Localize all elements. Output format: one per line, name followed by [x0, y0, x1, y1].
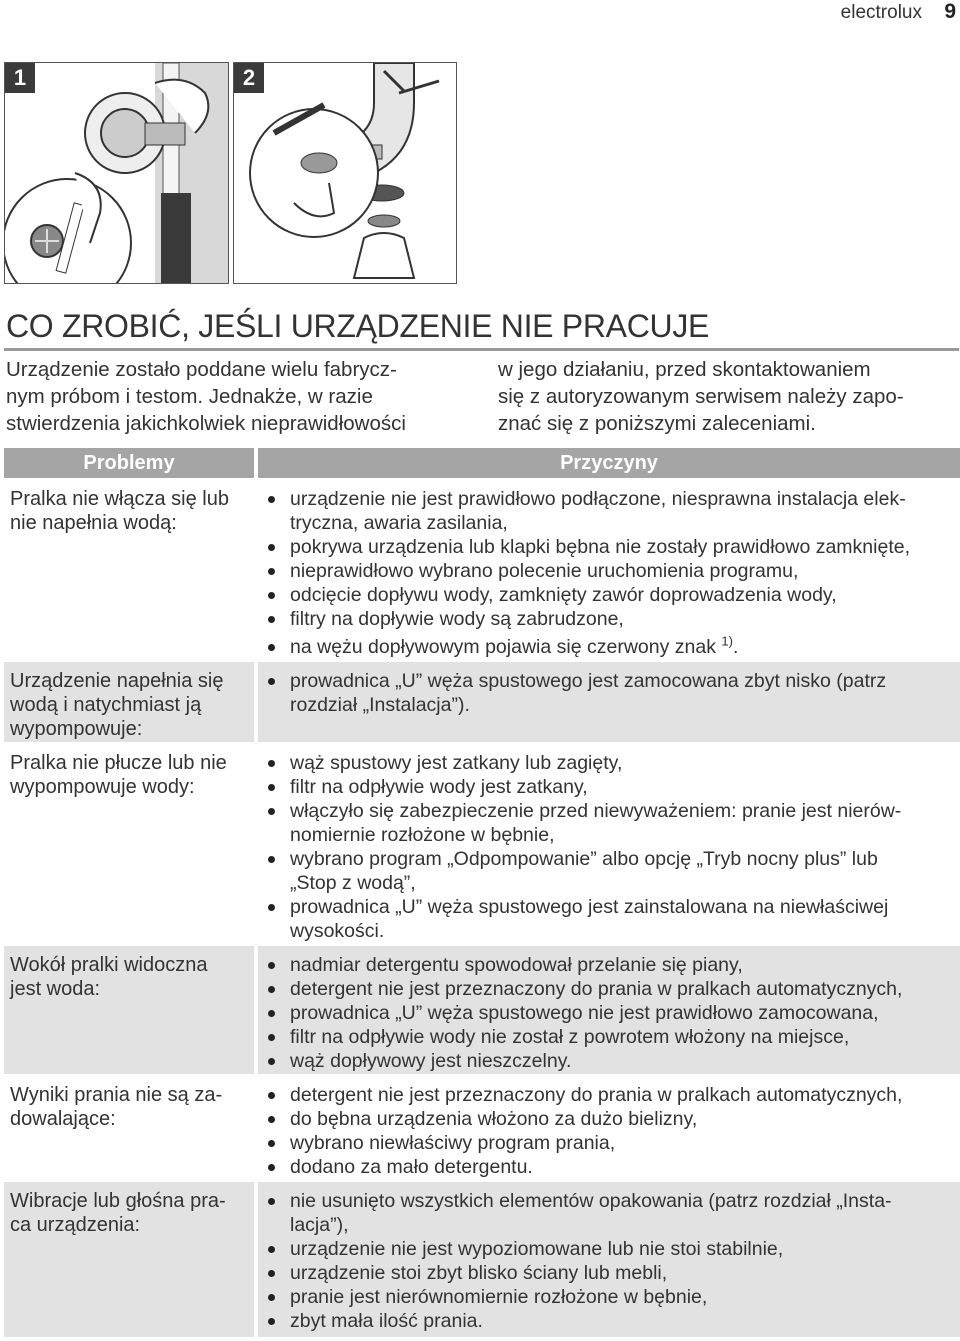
problem-text: wypompowuje wody:: [10, 776, 195, 798]
causes-cell: [258, 1182, 960, 1337]
list-item: wybrano niewłaściwy program prania,: [266, 1131, 956, 1155]
problem-cell: [4, 946, 254, 1074]
list-item: włączyło się zabezpieczenie przed niewyważeniem: pranie jest nierów- nomiernie rozłożone w bębnie,: [266, 799, 956, 847]
causes-cell: [258, 744, 960, 944]
table-row: [4, 1182, 960, 1337]
list-item: prowadnica „U” węża spustowego jest zamocowana zbyt nisko (patrz rozdział „Instalacja”).: [266, 669, 956, 717]
list-item: urządzenie stoi zbyt blisko ściany lub mebli,: [266, 1261, 956, 1285]
list-item: prowadnica „U” węża spustowego jest zainstalowana na niewłaściwej wysokości.: [266, 895, 956, 943]
illustration-tap-filter-cleaning: [234, 63, 456, 283]
intro-line: nym próbom i testom. Jednakże, w razie: [6, 385, 373, 408]
list-item: filtr na odpływie wody nie został z powrotem włożony na miejsce,: [266, 1025, 956, 1049]
problem-text: Pralka nie płucze lub nie: [10, 752, 227, 774]
intro-text-right: [498, 356, 958, 437]
problem-text: nie napełnia wodą:: [10, 512, 177, 534]
column-header-problems: Problemy: [4, 448, 254, 478]
figure-number-badge: 2: [234, 63, 264, 93]
figure-number-badge: 1: [5, 63, 35, 93]
intro-line: Urządzenie zostało poddane wielu fabrycz-: [6, 358, 397, 381]
list-item: dodano za mało detergentu.: [266, 1155, 956, 1179]
figure-1: [4, 62, 229, 284]
page-number: 9: [944, 0, 956, 23]
list-item: nadmiar detergentu spowodował przelanie się piany,: [266, 953, 956, 977]
intro-text-left: [6, 356, 476, 437]
table-row: [4, 744, 960, 944]
problem-text: wodą i natychmiast ją: [10, 694, 202, 716]
problem-text: Urządzenie napełnia się: [10, 670, 224, 692]
causes-cell: [258, 1076, 960, 1182]
table-row: [4, 946, 960, 1074]
column-header-causes: Przyczyny: [258, 448, 960, 478]
list-item: do bębna urządzenia włożono za dużo bielizny,: [266, 1107, 956, 1131]
list-item: detergent nie jest przeznaczony do prania w pralkach automatycznych,: [266, 1083, 956, 1107]
list-item: odcięcie dopływu wody, zamknięty zawór doprowadzenia wody,: [266, 583, 956, 607]
brand-name: electrolux: [840, 2, 922, 23]
list-item: pokrywa urządzenia lub klapki bębna nie zostały prawidłowo zamknięte,: [266, 535, 956, 559]
problem-cell: [4, 1076, 254, 1182]
title-divider: [4, 348, 959, 351]
problem-text: dowalające:: [10, 1108, 116, 1130]
intro-line: stwierdzenia jakichkolwiek nieprawidłowości: [6, 412, 406, 435]
list-item: wybrano program „Odpompowanie” albo opcję „Tryb nocny plus” lub „Stop z wodą”,: [266, 847, 956, 895]
problem-cell: [4, 744, 254, 944]
problem-text: jest woda:: [10, 978, 101, 1000]
problem-text: ca urządzenia:: [10, 1214, 141, 1236]
list-item: pranie jest nierównomiernie rozłożone w bębnie,: [266, 1285, 956, 1309]
footnote-marker: 1): [721, 633, 733, 649]
list-item: wąż dopływowy jest nieszczelny.: [266, 1049, 956, 1073]
intro-line: znać się z poniższymi zaleceniami.: [498, 412, 816, 435]
problem-cell: [4, 480, 254, 658]
problem-text: Wibracje lub głośna pra-: [10, 1190, 226, 1212]
table-row: [4, 1076, 960, 1182]
section-title: CO ZROBIĆ, JEŚLI URZĄDZENIE NIE PRACUJE: [6, 308, 710, 344]
table-row: [4, 480, 960, 658]
causes-cell: [258, 480, 960, 658]
problem-text: Wyniki prania nie są za-: [10, 1084, 223, 1106]
list-item: nieprawidłowo wybrano polecenie uruchomienia programu,: [266, 559, 956, 583]
list-item: prowadnica „U” węża spustowego nie jest prawidłowo zamocowana,: [266, 1001, 956, 1025]
list-item: na wężu dopływowym pojawia się czerwony znak $^{1)}$.: [266, 635, 956, 659]
intro-line: w jego działaniu, przed skontaktowaniem: [498, 358, 871, 381]
intro-line: się z autoryzowanym serwisem należy zapo-: [498, 385, 904, 408]
list-item: nie usunięto wszystkich elementów opakowania (patrz rozdział „Insta- lacja”),: [266, 1189, 956, 1237]
list-item: zbyt mała ilość prania.: [266, 1309, 956, 1333]
list-item: detergent nie jest przeznaczony do prania w pralkach automatycznych,: [266, 977, 956, 1001]
causes-cell: [258, 946, 960, 1074]
list-item: filtr na odpływie wody jest zatkany,: [266, 775, 956, 799]
problem-text: wypompowuje:: [10, 718, 143, 740]
problem-text: Pralka nie włącza się lub: [10, 488, 229, 510]
page-header: [0, 0, 960, 24]
table-row: [4, 662, 960, 742]
list-item: urządzenie nie jest wypoziomowane lub nie stoi stabilnie,: [266, 1237, 956, 1261]
list-item: filtry na dopływie wody są zabrudzone,: [266, 607, 956, 631]
list-item: wąż spustowy jest zatkany lub zagięty,: [266, 751, 956, 775]
causes-cell: [258, 662, 960, 742]
problem-cell: [4, 662, 254, 742]
illustration-hose-filter-cleaning: [5, 63, 228, 283]
problem-cell: [4, 1182, 254, 1337]
problem-text: Wokół pralki widoczna: [10, 954, 208, 976]
list-item: urządzenie nie jest prawidłowo podłączone, niesprawna instalacja elek- tryczna, awaria zasilania,: [266, 487, 956, 535]
figure-2: [233, 62, 457, 284]
